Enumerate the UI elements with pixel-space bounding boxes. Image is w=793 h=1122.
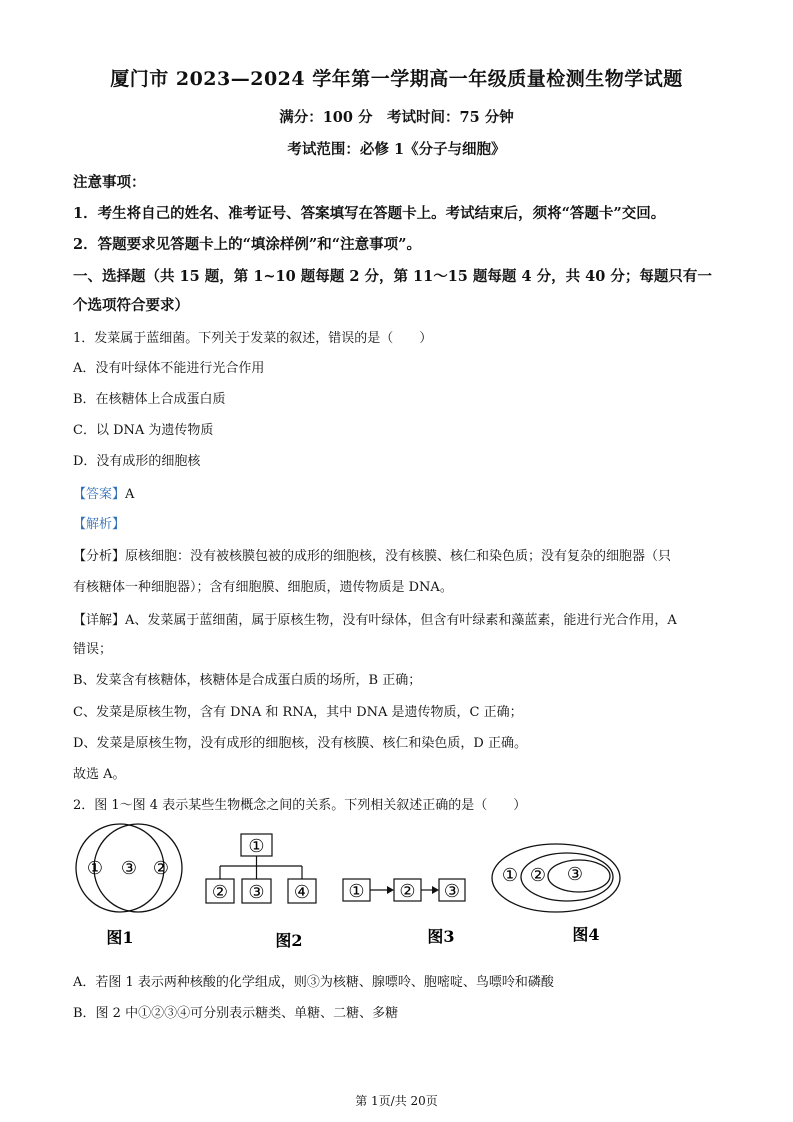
- q1-option-a: A．没有叶绿体不能进行光合作用: [73, 361, 265, 376]
- notice-item: 2．答题要求见答题卡上的“填涂样例”和“注意事项”。: [73, 236, 421, 253]
- q2-option-b: B．图 2 中①②③④可分别表示糖类、单糖、二糖、多糖: [73, 1006, 399, 1021]
- figure-3: [343, 879, 465, 946]
- exam-title: 厦门市 2023—2024 学年第一学期高一年级质量检测生物学试题: [110, 68, 683, 90]
- q1-option-c: C．以 DNA 为遗传物质: [73, 423, 214, 438]
- figure-3-label: 图3: [427, 927, 455, 946]
- section-heading: 一、选择题（共 15 题，第 1~10 题每题 2 分，第 11～15 题每题 4 分，共 40 分；每题只有一: [73, 268, 712, 285]
- label-1: ①: [248, 836, 265, 857]
- label-3: ③: [248, 882, 265, 903]
- q2-option-a: A．若图 1 表示两种核酸的化学组成，则③为核糖、腺嘌呤、胞嘧啶、鸟嘌呤和磷酸: [73, 975, 554, 990]
- label-2: ②: [529, 865, 547, 886]
- q1-detail: 错误；: [73, 642, 113, 657]
- notice-heading: 注意事项：: [73, 174, 146, 191]
- q1-stem: 1．发菜属于蓝细菌。下列关于发菜的叙述，错误的是（ ）: [73, 331, 433, 346]
- q2-figures: [60, 822, 740, 962]
- label-1: ①: [348, 881, 365, 902]
- figure-1: [76, 824, 182, 947]
- notice-item: 1．考生将自己的姓名、准考证号、答案填写在答题卡上。考试结束后，须将“答题卡”交回。: [73, 205, 666, 222]
- q1-analysis: 【分析】原核细胞：没有被核膜包被的成形的细胞核，没有核膜、核仁和染色质；没有复杂的细胞器（只: [73, 549, 672, 564]
- answer-value: A: [125, 487, 135, 502]
- figure-1-label: 图1: [106, 928, 134, 947]
- section-heading-cont: 个选项符合要求）: [73, 297, 189, 314]
- q1-option-b: B．在核糖体上合成蛋白质: [73, 392, 226, 407]
- q1-option-d: D．没有成形的细胞核: [73, 454, 201, 469]
- figure-4: [492, 844, 620, 944]
- label-1: ①: [86, 858, 104, 879]
- exam-scope: 考试范围：必修 1《分子与细胞》: [287, 141, 506, 158]
- label-3: ③: [443, 881, 461, 902]
- page-footer: 第 1页/共 20页: [355, 1094, 438, 1108]
- answer-tag: 【答案】: [73, 487, 126, 502]
- q1-detail: 【详解】A、发菜属于蓝细菌，属于原核生物，没有叶绿体，但含有叶绿素和藻蓝素，能进行光合作用，A: [73, 613, 677, 628]
- figure-4-label: 图4: [572, 925, 600, 944]
- q2-stem: 2．图 1～图 4 表示某些生物概念之间的关系。下列相关叙述正确的是（ ）: [73, 798, 527, 813]
- q1-detail: B、发菜含有核糖体，核糖体是合成蛋白质的场所，B 正确；: [73, 673, 422, 688]
- q1-conclusion: 故选 A。: [73, 767, 126, 782]
- q1-detail: D、发菜是原核生物，没有成形的细胞核，没有核膜、核仁和染色质，D 正确。: [73, 736, 527, 751]
- label-2: ②: [152, 858, 170, 879]
- label-2: ②: [211, 882, 229, 903]
- label-3: ③: [120, 858, 138, 879]
- figure-2: [206, 834, 316, 950]
- label-3: ③: [566, 864, 584, 885]
- q1-detail: C、发菜是原核生物，含有 DNA 和 RNA，其中 DNA 是遗传物质，C 正确；: [73, 705, 523, 720]
- figure-2-label: 图2: [275, 931, 303, 950]
- q1-analysis-cont: 有核糖体一种细胞器）；含有细胞膜、细胞质，遗传物质是 DNA。: [73, 580, 453, 595]
- label-4: ④: [293, 882, 311, 903]
- score-time: 满分：100 分 考试时间：75 分钟: [279, 109, 514, 126]
- analysis-tag: 【解析】: [73, 517, 126, 532]
- q1-answer: [73, 483, 134, 502]
- label-2: ②: [399, 881, 416, 902]
- label-1: ①: [501, 865, 519, 886]
